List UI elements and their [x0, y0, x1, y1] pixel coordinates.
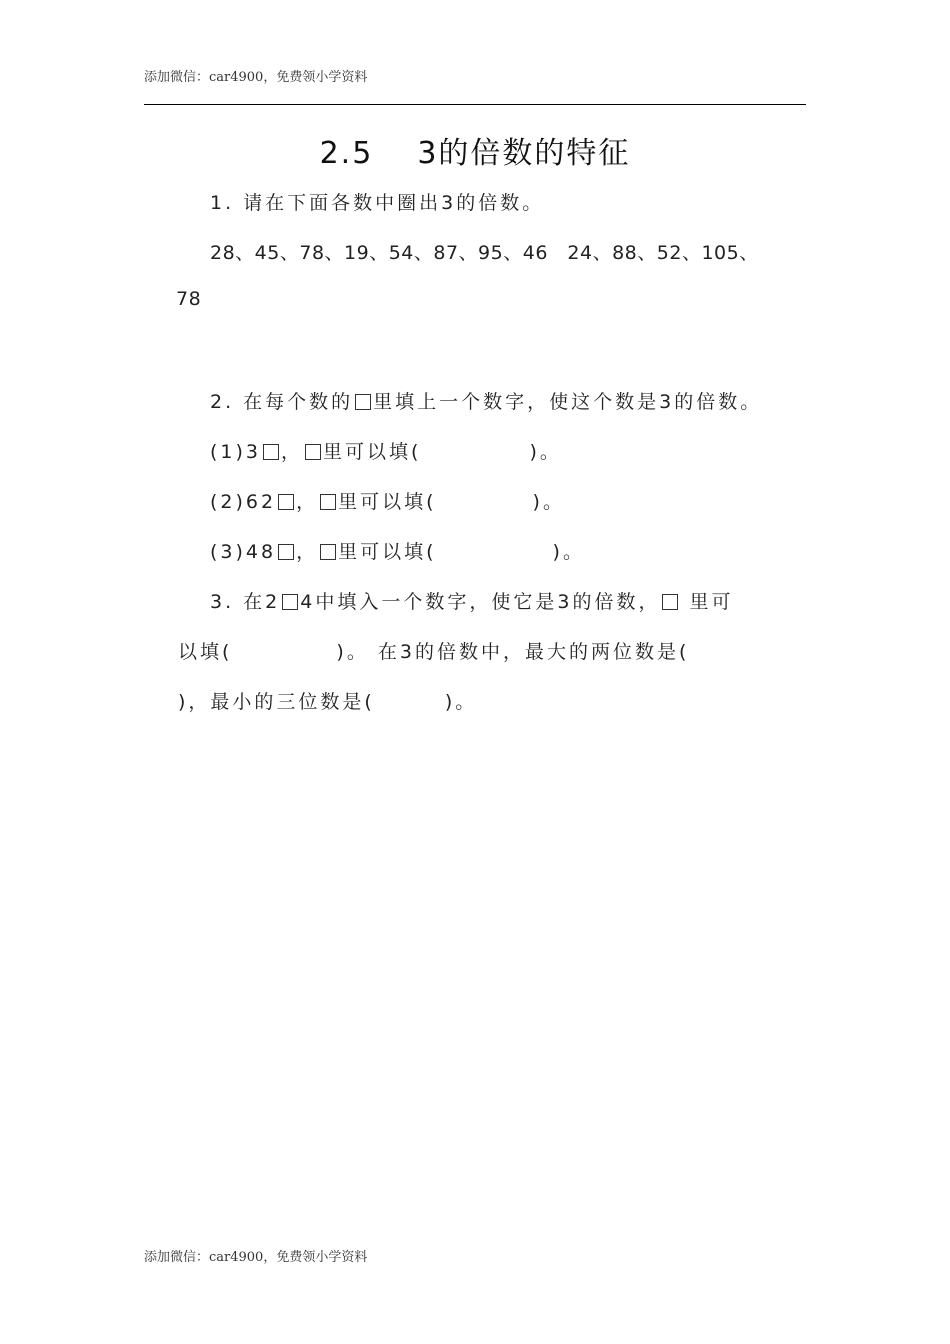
item-prefix: (1)3	[210, 441, 262, 463]
blank-box	[305, 444, 321, 460]
question-2-item-3	[210, 537, 585, 564]
item-comma: ，	[296, 491, 319, 513]
q3-text-d: 以填(	[178, 641, 233, 663]
title-text: 3的倍数的特征	[417, 136, 631, 171]
question-1-prompt: 1. 请在下面各数中圈出3的倍数。	[210, 192, 545, 214]
q3-text-e: )。 在3的倍数中，最大的两位数是(	[336, 641, 690, 663]
question-2-prompt	[210, 387, 762, 414]
q3-text-a: 3. 在2	[210, 591, 281, 613]
blank-box	[263, 444, 279, 460]
blank-box	[320, 494, 336, 510]
item-comma: ，	[281, 441, 304, 463]
item-comma: ，	[296, 541, 319, 563]
header-text: 添加微信：car4900，免费领小学资料	[144, 70, 368, 85]
item-close: )。	[552, 541, 585, 563]
question-3-line1	[210, 587, 734, 614]
question-3-line3	[178, 687, 477, 714]
blank-box	[282, 594, 298, 610]
question-2-prompt-end: 里填上一个数字，使这个数是3的倍数。	[373, 391, 763, 413]
question-1-numbers-line2: 78	[176, 288, 202, 310]
item-prefix: (3)48	[210, 541, 277, 563]
blank-box	[278, 494, 294, 510]
title-number: 2.5	[319, 136, 374, 171]
q3-text-g: )。	[444, 691, 478, 713]
question-2-item-2	[210, 487, 565, 514]
item-close: )。	[532, 491, 565, 513]
question-3-line2	[178, 637, 689, 664]
item-close: )。	[529, 441, 562, 463]
q3-text-c: 里可	[680, 591, 734, 613]
item-label: 里可以填(	[338, 541, 437, 563]
footer-text: 添加微信：car4900，免费领小学资料	[144, 1250, 368, 1265]
question-1-numbers-line1: 28、45、78、19、54、87、95、46 24、88、52、105、	[210, 242, 759, 264]
page-title	[0, 128, 950, 172]
q3-text-b: 4中填入一个数字，使它是3的倍数，	[300, 591, 661, 613]
item-label: 里可以填(	[323, 441, 422, 463]
question-2-item-1	[210, 437, 562, 464]
q3-text-f: )，最小的三位数是(	[178, 691, 375, 713]
question-2-prompt-start: 2. 在每个数的	[210, 391, 354, 413]
header-divider	[144, 104, 806, 105]
blank-box	[278, 544, 294, 560]
blank-box	[320, 544, 336, 560]
item-prefix: (2)62	[210, 491, 277, 513]
item-label: 里可以填(	[338, 491, 437, 513]
blank-box	[355, 394, 371, 410]
blank-box	[662, 594, 678, 610]
